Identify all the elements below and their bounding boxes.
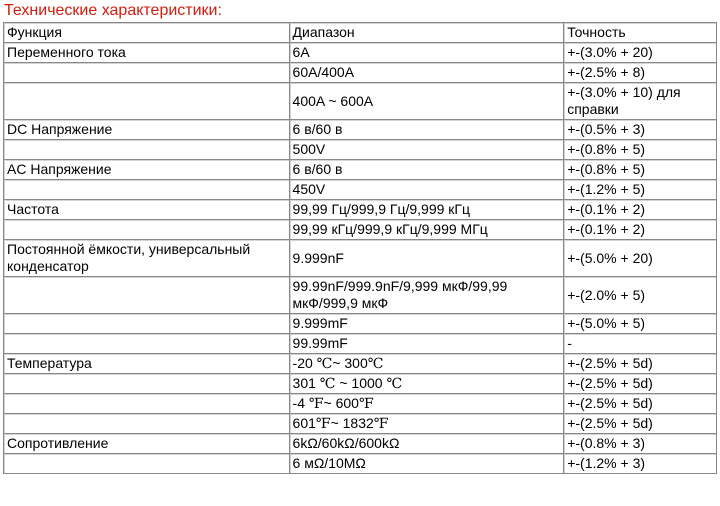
function-cell: [4, 394, 290, 414]
accuracy-cell: +-(5.0% + 5): [564, 314, 717, 334]
range-value-text: ~ 1000: [335, 374, 387, 391]
range-value-text: ~ 600: [323, 394, 359, 411]
table-row: [4, 83, 717, 120]
header-accuracy: Точность: [564, 23, 717, 43]
table-row: [4, 63, 717, 83]
celsius-unit: ℃: [386, 376, 403, 392]
range-cell: 6A: [290, 43, 565, 63]
header-range: Диапазон: [290, 23, 565, 43]
function-cell: Температура: [4, 354, 290, 374]
range-cell: [290, 414, 565, 434]
accuracy-cell: +-(1.2% + 5): [564, 180, 717, 200]
range-cell: [290, 354, 565, 374]
range-cell: [290, 394, 565, 414]
accuracy-cell: +-(2.5% + 5d): [564, 414, 717, 434]
table-row: [4, 414, 717, 434]
range-cell: 99,99 Гц/999,9 Гц/9,999 кГц: [290, 200, 565, 220]
range-cell: 9.999mF: [290, 314, 565, 334]
accuracy-cell: +-(0.8% + 3): [564, 434, 717, 454]
fahrenheit-unit: ℉: [373, 416, 389, 432]
range-cell: 6 мΩ/10MΩ: [290, 454, 565, 474]
table-header-row: [4, 23, 717, 43]
function-cell: [4, 374, 290, 394]
fahrenheit-unit: ℉: [315, 416, 331, 432]
range-cell: 500V: [290, 140, 565, 160]
table-row: [4, 120, 717, 140]
range-value-text: -20: [292, 354, 317, 371]
range-cell: 99.99nF/999.9nF/9,999 мкФ/99,99 мкФ/999,9 мкФ: [290, 277, 565, 314]
specifications-table: [3, 22, 717, 474]
range-value-text: -4: [292, 394, 309, 411]
accuracy-cell: -: [564, 334, 717, 354]
range-cell: 60A/400A: [290, 63, 565, 83]
table-row: [4, 220, 717, 240]
accuracy-cell: +-(2.5% + 5d): [564, 394, 717, 414]
function-cell: Частота: [4, 200, 290, 220]
function-cell: [4, 220, 290, 240]
table-row: [4, 314, 717, 334]
table-row: [4, 43, 717, 63]
range-cell: 99,99 кГц/999,9 кГц/9,999 МГц: [290, 220, 565, 240]
accuracy-cell: +-(1.2% + 3): [564, 454, 717, 474]
accuracy-cell: +-(0.8% + 5): [564, 160, 717, 180]
accuracy-cell: +-(2.0% + 5): [564, 277, 717, 314]
celsius-unit: ℃: [319, 376, 336, 392]
table-row: [4, 200, 717, 220]
function-cell: [4, 180, 290, 200]
table-row: [4, 454, 717, 474]
function-cell: Постоянной ёмкости, универсальный конденсатор: [4, 240, 290, 277]
accuracy-cell: +-(3.0% + 20): [564, 43, 717, 63]
accuracy-cell: +-(0.1% + 2): [564, 220, 717, 240]
table-row: [4, 160, 717, 180]
function-cell: [4, 63, 290, 83]
fahrenheit-unit: ℉: [358, 396, 374, 412]
range-cell: 9.999nF: [290, 240, 565, 277]
celsius-unit: ℃: [367, 356, 384, 372]
accuracy-cell: +-(0.1% + 2): [564, 200, 717, 220]
celsius-unit: ℃: [316, 356, 333, 372]
range-cell: 99.99mF: [290, 334, 565, 354]
section-title: Технические характеристики:: [4, 2, 222, 19]
function-cell: DC Напряжение: [4, 120, 290, 140]
range-cell: 6 в/60 в: [290, 120, 565, 140]
function-cell: [4, 334, 290, 354]
range-cell: [290, 374, 565, 394]
table-row: [4, 354, 717, 374]
table-row: [4, 277, 717, 314]
function-cell: [4, 454, 290, 474]
accuracy-cell: +-(2.5% + 5d): [564, 374, 717, 394]
header-function: Функция: [4, 23, 290, 43]
fahrenheit-unit: ℉: [308, 396, 324, 412]
function-cell: AC Напряжение: [4, 160, 290, 180]
table-row: [4, 394, 717, 414]
range-value-text: ~ 300: [332, 354, 368, 371]
accuracy-cell: +-(0.5% + 3): [564, 120, 717, 140]
range-cell: 6 в/60 в: [290, 160, 565, 180]
function-cell: [4, 83, 290, 120]
range-cell: 6kΩ/60kΩ/600kΩ: [290, 434, 565, 454]
accuracy-cell: +-(5.0% + 20): [564, 240, 717, 277]
function-cell: [4, 414, 290, 434]
function-cell: Сопротивление: [4, 434, 290, 454]
function-cell: [4, 140, 290, 160]
table-row: [4, 240, 717, 277]
accuracy-cell: +-(2.5% + 8): [564, 63, 717, 83]
table-row: [4, 434, 717, 454]
table-row: [4, 140, 717, 160]
range-value-text: 601: [292, 414, 316, 431]
range-cell: 450V: [290, 180, 565, 200]
accuracy-cell: +-(2.5% + 5d): [564, 354, 717, 374]
function-cell: Переменного тока: [4, 43, 290, 63]
table-row: [4, 180, 717, 200]
range-cell: 400A ~ 600A: [290, 83, 565, 120]
accuracy-cell: +-(3.0% + 10) для справки: [564, 83, 717, 120]
range-value-text: ~ 1832: [330, 414, 374, 431]
function-cell: [4, 277, 290, 314]
function-cell: [4, 314, 290, 334]
table-row: [4, 374, 717, 394]
accuracy-cell: +-(0.8% + 5): [564, 140, 717, 160]
table-row: [4, 334, 717, 354]
range-value-text: 301: [292, 374, 320, 391]
